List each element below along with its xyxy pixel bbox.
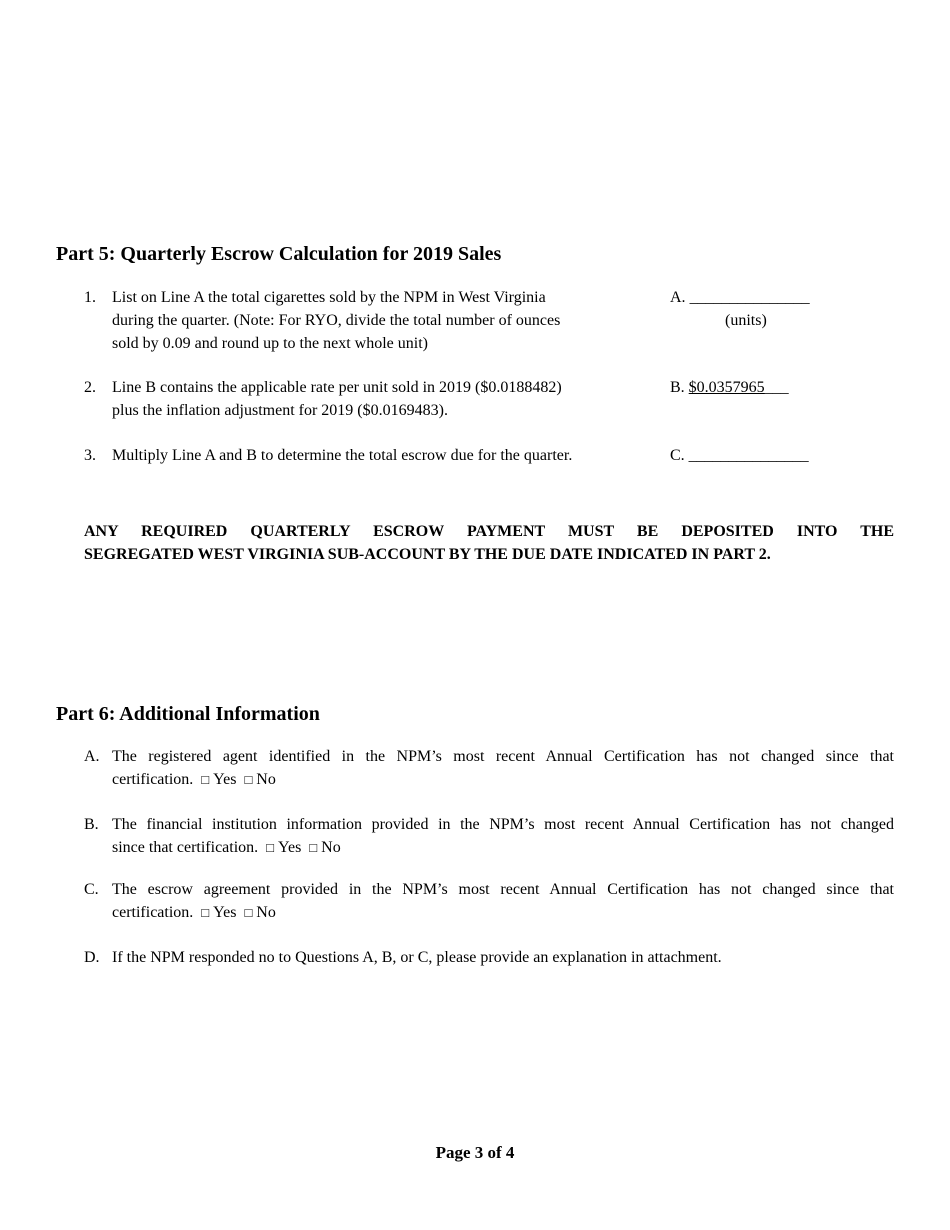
no-checkbox[interactable]: □ [244,905,253,920]
page-number: Page 3 of 4 [435,1143,515,1162]
item-line: certification. [112,771,194,788]
no-checkbox[interactable]: □ [244,772,253,787]
yes-label: Yes [213,904,237,921]
item-line: The escrow agreement provided in the NPM’s most recent Annual Certification has not changed since that [112,881,894,898]
no-checkbox[interactable]: □ [309,840,318,855]
item-number: 2. [84,379,96,396]
no-label: No [256,904,276,921]
line-a-units: (units) [725,312,767,329]
item-number: 3. [84,447,96,464]
line-c-field[interactable] [670,444,809,467]
item-letter: D. [84,949,100,966]
item-line: The financial institution information provided in the NPM’s most recent Annual Certification has not changed [112,816,894,833]
yes-label: Yes [278,839,302,856]
line-a-input[interactable]: _______________ [689,289,810,306]
item-line: List on Line A the total cigarettes sold by the NPM in West Virginia [112,289,546,306]
part5-title: Part 5: Quarterly Escrow Calculation for 2019 Sales [56,243,502,265]
item-line: plus the inflation adjustment for 2019 ($0.0169483). [112,402,448,419]
escrow-notice [84,520,894,566]
item-line: Line B contains the applicable rate per unit sold in 2019 ($0.0188482) [112,379,562,396]
yes-checkbox[interactable]: □ [201,772,210,787]
item-letter: A. [84,748,100,765]
item-line: The registered agent identified in the NPM’s most recent Annual Certification has not changed since that [112,748,894,765]
notice-line-1: ANY REQUIRED QUARTERLY ESCROW PAYMENT MUST BE DEPOSITED INTO THE [84,523,894,540]
part6-title: Part 6: Additional Information [56,703,320,725]
item-line: Multiply Line A and B to determine the total escrow due for the quarter. [112,447,573,464]
yes-checkbox[interactable]: □ [201,905,210,920]
item-letter: B. [84,816,99,833]
no-label: No [256,771,276,788]
line-b-value[interactable]: $0.0357965 [688,379,765,396]
line-b-tail: ___ [764,379,789,396]
item-line: during the quarter. (Note: For RYO, divide the total number of ounces [112,312,561,329]
line-a-field[interactable] [670,286,810,309]
yes-label: Yes [213,771,237,788]
line-b-label: B. [670,379,685,396]
line-c-input[interactable]: _______________ [688,447,809,464]
line-b-field[interactable] [670,376,789,399]
line-a-label: A. [670,289,686,306]
item-number: 1. [84,289,96,306]
line-c-label: C. [670,447,685,464]
item-line: sold by 0.09 and round up to the next whole unit) [112,335,428,352]
item-line: certification. [112,904,194,921]
no-label: No [321,839,341,856]
notice-line-2: SEGREGATED WEST VIRGINIA SUB-ACCOUNT BY THE DUE DATE INDICATED IN PART 2. [84,546,771,563]
item-line: since that certification. [112,839,259,856]
item-line: If the NPM responded no to Questions A, B, or C, please provide an explanation in attachment. [112,949,722,966]
yes-checkbox[interactable]: □ [266,840,275,855]
item-letter: C. [84,881,99,898]
